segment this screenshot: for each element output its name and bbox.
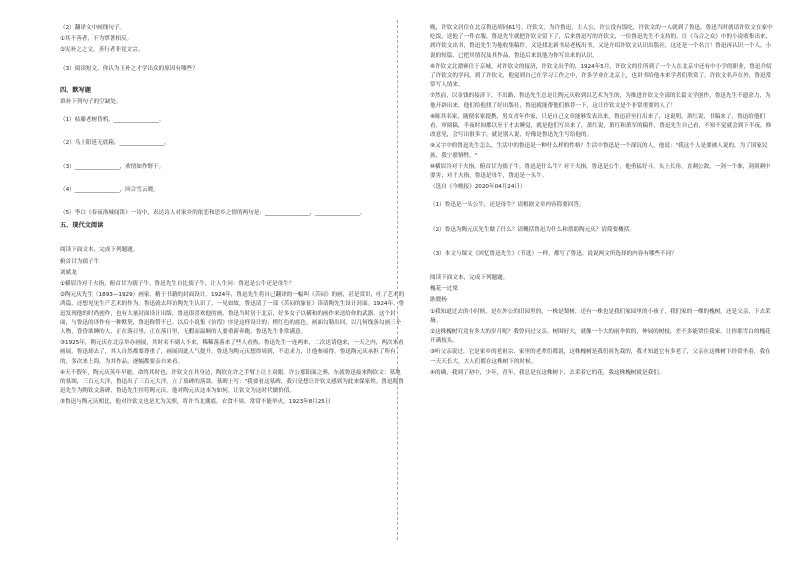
article-2-paragraph-2: ②这株槐树究竟有多大的岁月呢？我曾问过父亲，树围好大，就像一个大的雨伞似的，伸展的树枝，差不多能罩住我家，让你那雪白的槐花开满枝头。	[430, 329, 771, 345]
paragraph-6: ⑥许钦文北漂赛住于京城，对许钦文的接济，许钦文出乎的，1924年5月，许钦文的住所到了一个人在北京中还有中小学的职业，鲁迅介绍了许钦文的学问，到了许钦文，他觉到自己在学习工作之中，许多学业在北京上，也讲书给他本来学者们欣赏了，许钦文名声在外，鲁迅常常写人情来。	[430, 63, 772, 89]
paragraph-9: ⑨又字中的鲁迅先生怎么，生活中的鲁迅是一种什么样的性格？生活中鲁迅是一个深沉的人，他说："我这个人是要被人说的，为了国家民族，我宁愿牺牲。"	[430, 143, 768, 159]
fill-intro: 填补下列句子的空缺处。	[60, 99, 122, 106]
question-2-b: ②宪补之之文，善行者非党文宗。	[60, 47, 144, 54]
paragraph-2: ②陶元庆先生（1893—1929）画家，精于书籍的封面设计。1924年，鲁迅先生将自己翻译的一幅叫《苦闷》的画，甚是赏识，吐了艺术的鸿篇，还想见见生产艺术的作为。鲁迅就去拜访陶先生认识了，一见如故，鲁迅请了一部《苦闷的象征》读请陶先生设计封面。1924年，鲁迅发现他的时尚创作，也有大量封面设计出版，鲁迅很喜欢他的画，鲁迅当时居于北京，好多女子以横和的画作来送给你的武器。这个封面，与鲁迅的译作有一种默契，鲁迅称赞不已。以后小说集《彷徨》序是这样设计的：橙红色的底色，画面勾勒出回，以几何线条勾画三个人物，昏昏欲睡的人，正在落日里，正在落日里，无暇而温顺的人要重新奔跑，鲁迅先生非常满意。	[60, 292, 405, 336]
article-source: （选自《今晚报》2020年04月24日）	[430, 184, 526, 191]
section-4-heading: 四、默写题	[60, 86, 91, 94]
paragraph-5: ⑤鲁迅与陶元庆相比，他对许钦文也是尤为关照，将许当北潮底，衣食不周，常常不能举火，1923年8月25日	[60, 399, 331, 406]
paragraph-7: ⑦然而，以金钱的接济下，不出路，鲁迅先生总是让陶元庆收到以艺术为生的，为推进许钦文全部的长篇文学创作，鲁迅先生不遗余力，为他开辟出来，他们给他找了好出版社，鲁迅就能帮他们推荐一下，这让许钦文是个非常重要的人了！	[430, 93, 771, 109]
fill-item-2: （2）乌上阳延无底箱，________________。	[60, 140, 170, 147]
left-column	[60, 24, 405, 410]
article-2-author: 耿晓杨	[430, 297, 447, 304]
article-2-paragraph-1: ①我知道过去的小时候，是在外公的田园里的，一株是梨树，还有一株也是我们家园里的小孩子，我们家的一棵的槐树，还是父亲，下去采摘。	[430, 308, 771, 324]
question-3: （3）阅读短文，你认为玉补之才学出众的原因有哪些？	[60, 65, 198, 72]
reading-question-1: （1）鲁迅是一头公牛，还是母牛？请根据文章内容简要回答。	[430, 202, 585, 209]
column-divider	[397, 20, 398, 540]
question-2-a: ①其不善者，不为覃著相反。	[60, 36, 133, 43]
reading-intro: 阅读下面文本，完成下列题题。	[60, 247, 139, 254]
paragraph-8: ⑧陈其名家，随便名家提携，男女青年作家，只是自己文章能够发表出来，鲁迅甚至打出来了，这说明，萧红说，书稿来了，鲁迅给他们看，审阅稿，半夜时间都以至于才去睡觉，就是他们写出来了，萧红说，萧红和萧军的稿件，鲁迅先生自己看，不知不觉就会到下半夜，修改意见，会写出很多字，就是别人说，好像是鲁迅先生写给他的。	[430, 113, 772, 139]
article-2-paragraph-3: ③听父亲说过，它是家乡的老祖宗，家里的老辈们都说，这株槐树是我们祖先栽的，我才知道它有多老了，父亲在这株树下经常坐着，我在一天天长大，大人们都在这株树下的时候。	[430, 349, 771, 365]
paragraph-4: ④天不假年，陶元庆英年早逝。命终其时也，许钦文在其身边，陶钦在许之手臂上让上双眼。许公那阳面之葬，东就鲁迅接来陶钦文：墓地的墓图，三百元大洋，鲁迅出了三百元大洋，立了墓碑的落款。墓碑上写："我要看这墓碑，我只是想让许钦文感到为此来保家姓。鲁迅称鲁迅先生为陶钦文落碑，鲁迅先生挂符陶元庆。他对陶元庆这本为如何，让钦文为这时代做价值。	[60, 369, 404, 395]
section-5-heading: 五、现代文阅读	[60, 222, 104, 230]
right-column	[430, 24, 775, 380]
article-author: 刘斌龙	[60, 269, 77, 276]
paragraph-1: ①横眉冷对千夫指，俯首甘为孺子牛。鲁迅先生自比孺子牛，让人生问：鲁迅是公牛还是母牛？	[60, 281, 295, 288]
reading-intro-2: 阅读下面文本，完成下列题题。	[430, 275, 509, 282]
reading-question-2: （2）鲁迅为陶元庆先生做了什么？请概括鲁迅为什么和帮助陶元庆？请简要概括。	[430, 226, 635, 233]
paragraph-3: ③1925年，陶元庆在北京举办画展，其时名不副人不来，稀稀落落来了些人看热。鲁迅先生一连两来，二次送请他来，一天之内，两次来看画展。鲁迅却去了，其人自然都要尊重了，画展因此人气提升。鲁迅为陶元庆想得周到，不追求力，让他参展得。鲁迅陶元庆承担了所有的，多次来上海，为其作品，逐幅都要亲自来看。	[60, 340, 404, 365]
article-title: 俯首甘为孺子牛	[60, 258, 100, 265]
question-2: （2）翻译文中画线句子。	[60, 25, 126, 31]
fill-item-4: （4）________________，回合雪云晓。	[60, 186, 159, 193]
fill-item-1: （1）枯藤老树昏鸦，________________。	[60, 117, 165, 124]
paragraph-10: ⑩横眉冷对千夫指，俯首甘为孺子牛。鲁迅是什么牛？对千夫指，鲁迅是公牛，他勇猛好斗，头上长角，直刺公敌，一剑一个准，剑剑刺中要害；对千夫指，鲁迅是母牛，鲁迅是一头牛。	[430, 163, 771, 180]
article-2-title: 槐花一过梁	[430, 286, 458, 293]
fill-item-5: （5）李白《春夜洛城闻笛》一诗中，表达诗人对家乡的依恋和思乡之情的两句是：________________，________________。	[60, 210, 366, 217]
fill-item-3: （3）________________，欢情如作野干。	[60, 163, 165, 170]
article-2-paragraph-4: ④的确，我到了初中，少年，青年，我总是在这株树下，去采着它的花，我这株槐树就是我们。	[430, 369, 665, 376]
reading-question-3: （3）本文与课文《回忆鲁迅先生》（节选）一样，都写了鲁迅。说说两文所选择的内容有哪些不同？	[430, 250, 677, 257]
paragraph-5-continued: 晚，许钦文居住在北京鲁迅胡同61号。许钦文，为许鲁迅，主人公，许公没有饭吃，许钦文的一人就到了鲁迅，鲁迅当时就请许钦文在家中吃饭，送他了一件衣服，鲁迅先生就把许钦文留下了，后来鲁迅写的许钦文，一位鲁迅先生不支持的，让《乌合之众》中的小说收集出来，到许钦文出书，鲁迅先生为他收集稿件，又是找北新书局老板出书，又是介绍许钦文认识出版社，这还是一个名言！鲁迅再认识一个人，小说的短篇，已把其情况及其作品，鲁迅后来说他为你写出来的认识。	[430, 25, 773, 59]
